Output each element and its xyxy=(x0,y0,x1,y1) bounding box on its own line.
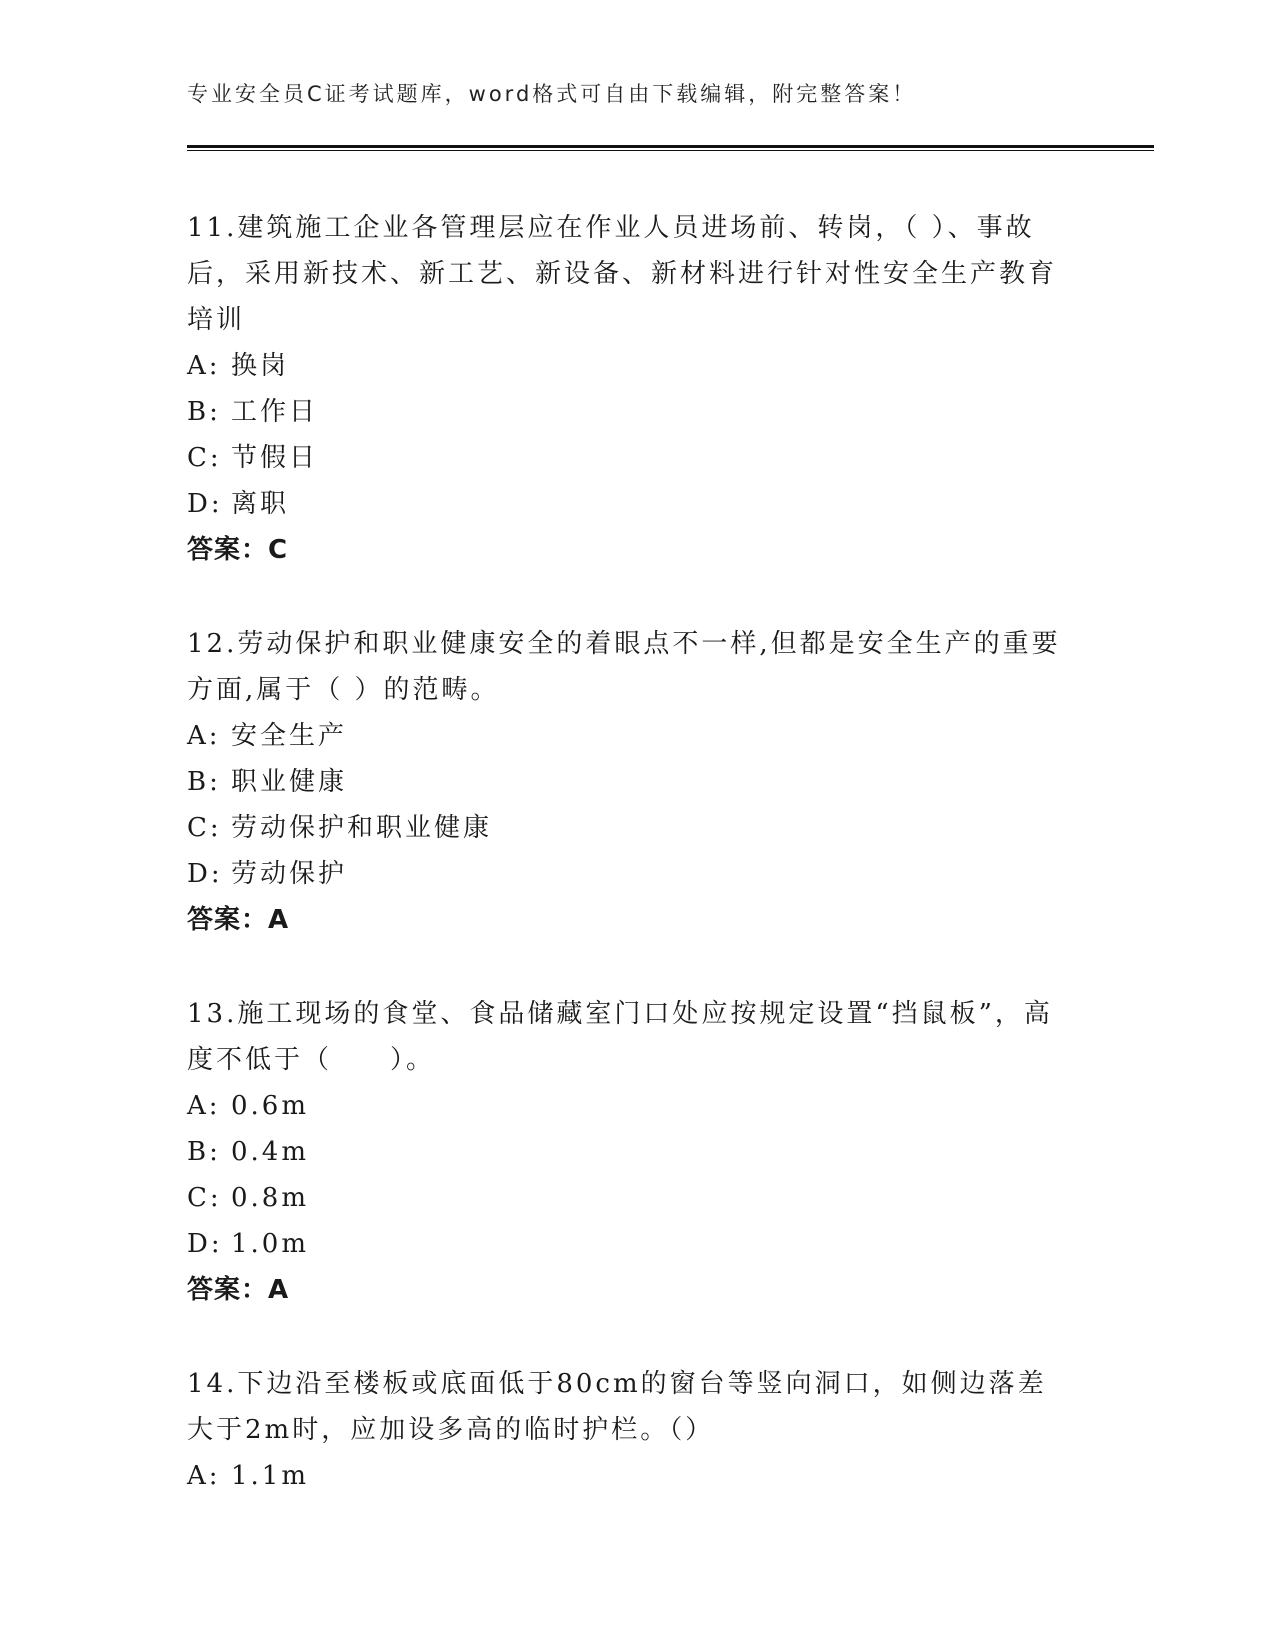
option-a xyxy=(187,713,1067,759)
option-letter: B: xyxy=(187,397,221,427)
option-b xyxy=(187,1129,1067,1175)
option-c xyxy=(187,435,1067,481)
question-text: 13.施工现场的食堂、食品储藏室门口处应按规定设置“挡鼠板”，高度不低于（ ）。 xyxy=(187,999,1053,1075)
option-a xyxy=(187,1083,1067,1129)
page-header: 专业安全员C证考试题库，word格式可自由下载编辑，附完整答案！ xyxy=(187,82,917,106)
option-c xyxy=(187,1175,1067,1221)
option-letter: A: xyxy=(187,351,221,381)
header-rule-thin xyxy=(187,150,1154,151)
option-b xyxy=(187,389,1067,435)
question-text: 14.下边沿至楼板或底面低于80cm的窗台等竖向洞口，如侧边落差大于2m时，应加设多高的临时护栏。（） xyxy=(187,1369,1047,1445)
option-text: 0.6m xyxy=(231,1091,310,1121)
option-text: 安全生产 xyxy=(231,721,348,751)
option-d xyxy=(187,851,1067,897)
option-letter: A: xyxy=(187,1091,221,1121)
option-letter: C: xyxy=(187,813,222,843)
option-letter: D: xyxy=(187,489,223,519)
option-text: 职业健康 xyxy=(231,767,348,797)
option-text: 离职 xyxy=(231,489,290,519)
option-letter: D: xyxy=(187,1229,223,1259)
option-text: 0.4m xyxy=(231,1137,310,1167)
option-a xyxy=(187,343,1067,389)
option-d xyxy=(187,481,1067,527)
option-text: 换岗 xyxy=(231,351,290,381)
option-a xyxy=(187,1453,1067,1499)
spacer xyxy=(187,943,1067,991)
question-14 xyxy=(187,1361,1067,1499)
option-letter: A: xyxy=(187,1461,221,1491)
option-letter: C: xyxy=(187,443,222,473)
option-text: 1.0m xyxy=(231,1229,310,1259)
option-letter: C: xyxy=(187,1183,222,1213)
question-text: 11.建筑施工企业各管理层应在作业人员进场前、转岗，（ ）、事故后，采用新技术、新工艺、新设备、新材料进行针对性安全生产教育培训 xyxy=(187,213,1058,335)
spacer xyxy=(187,573,1067,621)
answer-line: 答案：A xyxy=(187,905,290,935)
spacer xyxy=(187,1313,1067,1361)
option-b xyxy=(187,759,1067,805)
option-d xyxy=(187,1221,1067,1267)
answer-line: 答案：C xyxy=(187,535,289,565)
option-text: 0.8m xyxy=(231,1183,310,1213)
question-12 xyxy=(187,621,1067,943)
option-text: 劳动保护 xyxy=(231,859,348,889)
question-text: 12.劳动保护和职业健康安全的着眼点不一样,但都是安全生产的重要方面,属于（ ）的范畴。 xyxy=(187,629,1061,705)
option-letter: A: xyxy=(187,721,221,751)
header-rule xyxy=(187,145,1154,148)
question-11 xyxy=(187,205,1067,573)
option-text: 工作日 xyxy=(231,397,319,427)
option-letter: B: xyxy=(187,1137,221,1167)
question-list xyxy=(187,205,1067,1499)
option-text: 节假日 xyxy=(231,443,319,473)
option-c xyxy=(187,805,1067,851)
option-text: 劳动保护和职业健康 xyxy=(231,813,493,843)
option-letter: B: xyxy=(187,767,221,797)
question-13 xyxy=(187,991,1067,1313)
option-letter: D: xyxy=(187,859,223,889)
option-text: 1.1m xyxy=(231,1461,310,1491)
answer-line: 答案：A xyxy=(187,1275,290,1305)
